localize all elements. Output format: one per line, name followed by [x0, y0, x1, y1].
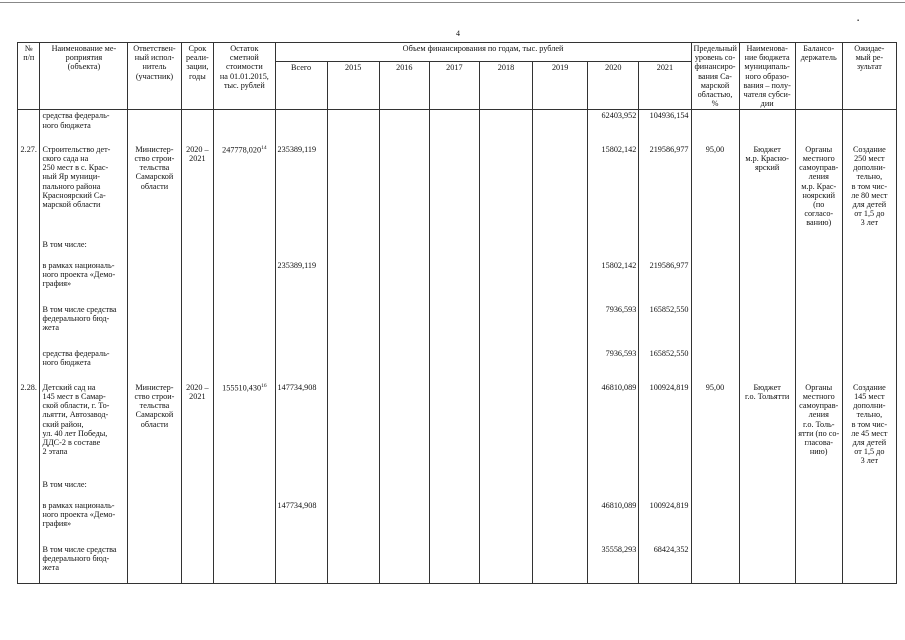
header-name: Наименование ме- роприятия (объекта)	[40, 43, 128, 110]
cell-y2017	[429, 260, 479, 304]
cell-text: Создание 250 мест дополни- тельно, в том чис- ле 80 мест для детей от 1,5 до 3 лет	[851, 144, 888, 228]
cell-y2020	[588, 144, 639, 239]
cell-resp	[128, 304, 181, 348]
cell-total	[275, 544, 327, 584]
cell-resp	[128, 544, 181, 584]
cell-text: Строительство дет- ского сада на 250 мест в с. Крас- ный Яр муници- пального района Красноярский Са- марской области	[42, 144, 111, 209]
cell-text: В том числе:	[42, 239, 87, 249]
header-term: Срок реали- зации, годы	[181, 43, 214, 110]
header-budget: Наименова- ние бюджета муниципаль- ного образо- вания – полу- чателя субси- дии	[739, 43, 795, 110]
cell-y2015	[327, 260, 379, 304]
cell-y2018	[479, 500, 532, 544]
cell-num	[18, 144, 40, 239]
cell-y2015	[327, 544, 379, 584]
cell-result	[842, 382, 896, 479]
cell-name	[40, 144, 128, 239]
cell-y2021	[639, 304, 691, 348]
cell-y2017	[429, 304, 479, 348]
cell-text: 235389,119	[277, 260, 317, 270]
cell-num	[18, 260, 40, 304]
cell-y2018	[479, 304, 532, 348]
cell-y2016	[379, 479, 429, 500]
cell-name	[40, 110, 128, 144]
cell-resp	[128, 110, 181, 144]
cell-y2018	[479, 544, 532, 584]
cell-y2015	[327, 144, 379, 239]
cell-text: 35558,293	[601, 544, 637, 554]
cell-total	[275, 260, 327, 304]
table-row	[18, 260, 897, 304]
cell-text: В том числе средства федерального бюд- жета	[42, 304, 117, 333]
cell-budget	[739, 382, 795, 479]
cell-num	[18, 304, 40, 348]
cell-num	[18, 544, 40, 584]
cell-y2019	[533, 348, 588, 382]
corner-dot: .	[857, 13, 860, 23]
cell-text: 62403,952	[601, 111, 637, 121]
cell-result	[842, 260, 896, 304]
cell-num	[18, 479, 40, 500]
cell-y2021	[639, 144, 691, 239]
header-volume: Объем финансирования по годам, тыс. рублей	[275, 43, 691, 62]
cell-y2020	[588, 110, 639, 144]
cell-text: 95,00	[705, 382, 725, 392]
header-num: № п/п	[18, 43, 40, 110]
cell-y2016	[379, 110, 429, 144]
cell-rest	[214, 500, 275, 544]
cell-holder	[795, 304, 842, 348]
cell-text: 15802,142	[601, 260, 637, 270]
cell-text: 147734,908	[277, 500, 317, 510]
cell-rest	[214, 110, 275, 144]
cell-level	[691, 110, 739, 144]
cell-y2018	[479, 260, 532, 304]
cell-text: Создание 145 мест дополни- тельно, в том чис- ле 45 мест для детей от 1,5 до 3 лет	[851, 382, 888, 466]
cell-text: Органы местного самоуправ- ления м.р. Крас- ноярский (по согласо- ванию)	[799, 144, 839, 228]
cell-term	[181, 500, 214, 544]
cell-rest	[214, 382, 275, 479]
cell-budget	[739, 239, 795, 260]
cell-term	[181, 110, 214, 144]
cell-y2017	[429, 479, 479, 500]
cell-y2021	[639, 382, 691, 479]
cell-name	[40, 260, 128, 304]
cell-holder	[795, 144, 842, 239]
cell-y2017	[429, 500, 479, 544]
cell-holder	[795, 348, 842, 382]
cell-y2020	[588, 382, 639, 479]
cell-y2019	[533, 260, 588, 304]
cell-text: 147734,908	[277, 382, 317, 392]
cell-y2017	[429, 239, 479, 260]
cell-y2020	[588, 239, 639, 260]
cell-y2018	[479, 110, 532, 144]
cell-y2016	[379, 348, 429, 382]
table-row	[18, 110, 897, 144]
cell-y2016	[379, 382, 429, 479]
cell-text: в рамках националь- ного проекта «Демо- графия»	[42, 500, 116, 529]
cell-y2019	[533, 479, 588, 500]
cell-y2019	[533, 144, 588, 239]
cell-text: 100924,819	[649, 500, 689, 510]
cell-text: 95,00	[705, 144, 725, 154]
cell-budget	[739, 260, 795, 304]
header-result: Ожидае- мый ре- зультат	[842, 43, 896, 110]
cell-y2020	[588, 479, 639, 500]
cell-term	[181, 348, 214, 382]
cell-text: 46810,089	[601, 500, 637, 510]
table-row	[18, 304, 897, 348]
cell-budget	[739, 348, 795, 382]
cell-y2016	[379, 144, 429, 239]
cell-y2018	[479, 382, 532, 479]
table-row	[18, 144, 897, 239]
cell-budget	[739, 479, 795, 500]
cell-y2015	[327, 348, 379, 382]
cell-level	[691, 144, 739, 239]
cell-total	[275, 479, 327, 500]
cell-y2021	[639, 479, 691, 500]
cell-text: 2.28.	[20, 382, 37, 392]
page-number: 4	[456, 29, 460, 38]
cell-level	[691, 382, 739, 479]
cell-holder	[795, 544, 842, 584]
cell-text: 165852,550	[649, 348, 689, 358]
top-rule	[0, 2, 905, 3]
table-row	[18, 500, 897, 544]
cell-y2016	[379, 500, 429, 544]
cell-y2015	[327, 479, 379, 500]
cell-text: Министер- ство строи- тельства Самарской области	[134, 382, 175, 429]
cell-text: 2020 – 2021	[186, 382, 209, 401]
cell-total	[275, 144, 327, 239]
cell-rest	[214, 304, 275, 348]
cell-text: 68424,352	[653, 544, 689, 554]
cell-name	[40, 500, 128, 544]
cell-text: Детский сад на 145 мест в Самар- ской области, г. То- льятти, Автозавод- ский район, ул. 40 лет Победы, ДДС-2 в составе 2 этапа	[42, 382, 110, 457]
cell-resp	[128, 382, 181, 479]
cell-total	[275, 382, 327, 479]
cell-rest	[214, 544, 275, 584]
cell-y2016	[379, 544, 429, 584]
cell-num	[18, 348, 40, 382]
cell-rest	[214, 260, 275, 304]
cell-resp	[128, 348, 181, 382]
cell-holder	[795, 500, 842, 544]
cell-text: 165852,550	[649, 304, 689, 314]
cell-level	[691, 479, 739, 500]
cell-y2021	[639, 239, 691, 260]
cell-budget	[739, 500, 795, 544]
cell-holder	[795, 479, 842, 500]
footnote-mark: 16	[261, 382, 267, 389]
table-row	[18, 382, 897, 479]
cell-num	[18, 382, 40, 479]
cell-holder	[795, 382, 842, 479]
cell-budget	[739, 144, 795, 239]
cell-text: 46810,089	[601, 382, 637, 392]
cell-text: Бюджет м.р. Красно- ярский	[745, 144, 789, 173]
cell-num	[18, 110, 40, 144]
cell-y2020	[588, 348, 639, 382]
cell-result	[842, 110, 896, 144]
cell-y2021	[639, 110, 691, 144]
table-row	[18, 348, 897, 382]
cell-y2018	[479, 348, 532, 382]
cell-text: 219586,977	[649, 144, 689, 154]
cell-y2019	[533, 304, 588, 348]
cell-holder	[795, 110, 842, 144]
cell-y2017	[429, 544, 479, 584]
cell-budget	[739, 544, 795, 584]
cell-term	[181, 144, 214, 239]
cell-text: 7936,593	[605, 304, 637, 314]
header-year: 2015	[327, 62, 379, 110]
cell-resp	[128, 144, 181, 239]
cell-result	[842, 544, 896, 584]
header-year: 2020	[588, 62, 639, 110]
cell-text: Органы местного самоуправ- ления г.о. Толь- ятти (по со- гласова- нию)	[798, 382, 840, 457]
cell-text: в рамках националь- ного проекта «Демо- графия»	[42, 260, 116, 289]
cell-level	[691, 260, 739, 304]
cell-result	[842, 500, 896, 544]
cell-result	[842, 239, 896, 260]
cell-text: 15802,142	[601, 144, 637, 154]
cell-level	[691, 500, 739, 544]
cell-resp	[128, 479, 181, 500]
header-level: Предельный уровень со- финансиро- вания Са- марской областью, %	[691, 43, 739, 110]
table-row	[18, 479, 897, 500]
header-year: 2019	[533, 62, 588, 110]
cell-text: В том числе:	[42, 479, 87, 489]
cell-result	[842, 348, 896, 382]
cell-y2017	[429, 110, 479, 144]
cell-y2016	[379, 260, 429, 304]
cell-level	[691, 544, 739, 584]
cell-term	[181, 382, 214, 479]
cell-level	[691, 348, 739, 382]
cell-rest	[214, 144, 275, 239]
cell-rest	[214, 348, 275, 382]
cell-total	[275, 304, 327, 348]
header-year: 2018	[479, 62, 532, 110]
cell-y2020	[588, 500, 639, 544]
cell-text: Министер- ство строи- тельства Самарской области	[134, 144, 175, 191]
cell-resp	[128, 260, 181, 304]
cell-y2019	[533, 110, 588, 144]
cell-result	[842, 144, 896, 239]
cell-text: 100924,819	[649, 382, 689, 392]
cell-text: Бюджет г.о. Тольятти	[745, 382, 790, 401]
cell-text: 235389,119	[277, 144, 317, 154]
cell-rest	[214, 479, 275, 500]
cell-name	[40, 544, 128, 584]
header-year: 2021	[639, 62, 691, 110]
cell-num	[18, 500, 40, 544]
cell-y2016	[379, 304, 429, 348]
cell-num	[18, 239, 40, 260]
cell-total	[275, 500, 327, 544]
cell-text: 7936,593	[605, 348, 637, 358]
cell-y2017	[429, 382, 479, 479]
cell-resp	[128, 500, 181, 544]
header-year: 2016	[379, 62, 429, 110]
cell-y2015	[327, 500, 379, 544]
header-year: 2017	[429, 62, 479, 110]
cell-y2017	[429, 144, 479, 239]
cell-y2018	[479, 239, 532, 260]
cell-name	[40, 239, 128, 260]
table-row	[18, 544, 897, 584]
cell-budget	[739, 110, 795, 144]
cell-y2019	[533, 239, 588, 260]
cell-name	[40, 348, 128, 382]
cell-y2018	[479, 144, 532, 239]
cell-term	[181, 544, 214, 584]
cell-term	[181, 260, 214, 304]
cell-y2019	[533, 382, 588, 479]
cell-holder	[795, 239, 842, 260]
cell-y2021	[639, 500, 691, 544]
cell-result	[842, 479, 896, 500]
header-holder: Балансо- держатель	[795, 43, 842, 110]
cell-text: 2020 – 2021	[186, 144, 209, 163]
cell-term	[181, 304, 214, 348]
header-resp: Ответствен- ный испол- нитель (участник)	[128, 43, 181, 110]
header-rest: Остаток сметной стоимости на 01.01.2015, тыс. рублей	[214, 43, 275, 110]
cell-name	[40, 479, 128, 500]
cell-name	[40, 304, 128, 348]
cell-holder	[795, 260, 842, 304]
cell-budget	[739, 304, 795, 348]
cell-text: 104936,154	[649, 111, 689, 121]
cell-y2021	[639, 544, 691, 584]
cell-text: 155510,430	[222, 383, 262, 393]
cell-y2020	[588, 544, 639, 584]
cell-y2015	[327, 382, 379, 479]
cell-rest	[214, 239, 275, 260]
footnote-mark: 14	[261, 144, 267, 151]
table-body	[18, 110, 897, 584]
cell-y2019	[533, 544, 588, 584]
cell-y2017	[429, 348, 479, 382]
cell-y2021	[639, 348, 691, 382]
cell-resp	[128, 239, 181, 260]
cell-text: 247778,020	[222, 145, 262, 155]
financing-table	[17, 42, 897, 584]
table-row	[18, 239, 897, 260]
cell-name	[40, 382, 128, 479]
cell-y2015	[327, 239, 379, 260]
cell-total	[275, 239, 327, 260]
cell-text: 219586,977	[649, 260, 689, 270]
header-row-top	[18, 43, 897, 62]
cell-text: средства федераль- ного бюджета	[42, 348, 110, 367]
header-total: Всего	[275, 62, 327, 110]
cell-term	[181, 479, 214, 500]
cell-y2016	[379, 239, 429, 260]
cell-text: В том числе средства федерального бюд- жета	[42, 544, 117, 573]
cell-level	[691, 304, 739, 348]
cell-y2020	[588, 260, 639, 304]
cell-result	[842, 304, 896, 348]
cell-total	[275, 348, 327, 382]
cell-y2019	[533, 500, 588, 544]
cell-y2015	[327, 110, 379, 144]
cell-y2018	[479, 479, 532, 500]
cell-y2015	[327, 304, 379, 348]
cell-level	[691, 239, 739, 260]
cell-text: 2.27.	[20, 144, 37, 154]
cell-y2020	[588, 304, 639, 348]
cell-total	[275, 110, 327, 144]
cell-y2021	[639, 260, 691, 304]
cell-text: средства федераль- ного бюджета	[42, 111, 110, 130]
cell-term	[181, 239, 214, 260]
